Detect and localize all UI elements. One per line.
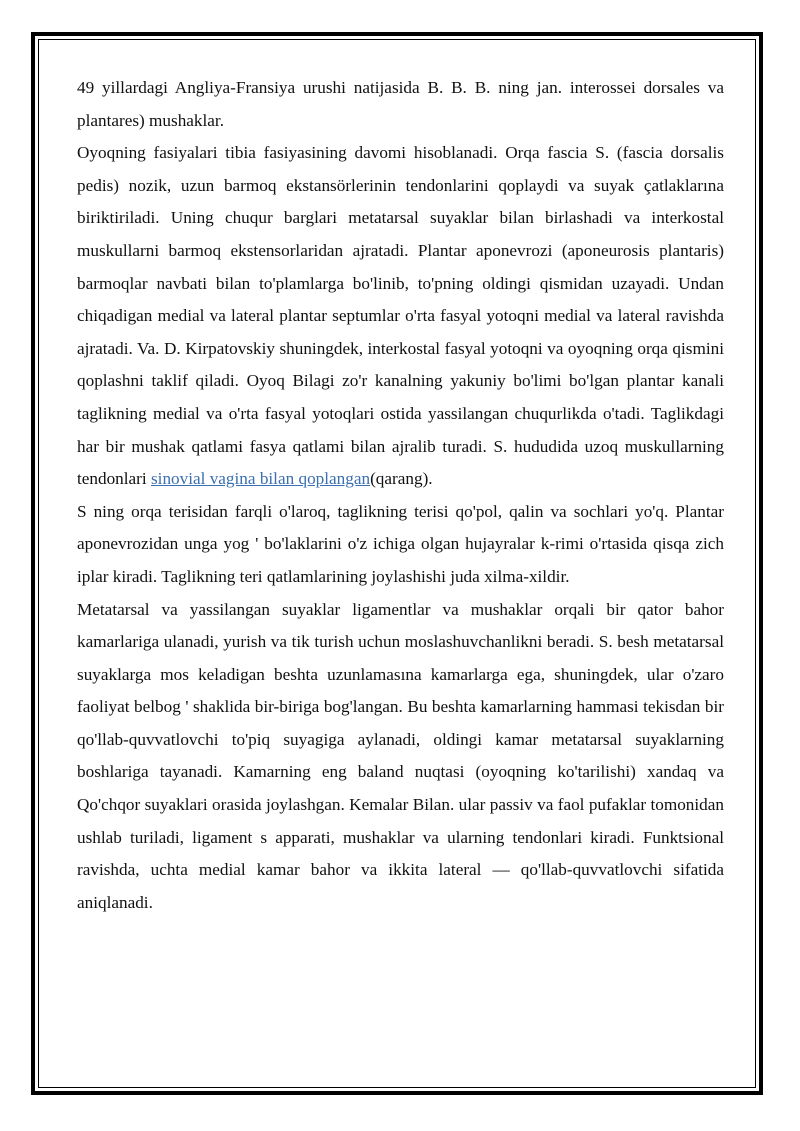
paragraph-2-text-after-link: (qarang).: [370, 469, 433, 489]
paragraph-4: Metatarsal va yassilangan suyaklar ligamentlar va mushaklar orqali bir qator bahor kamarlariga ulanadi, yurish va tik turish uchun moslashuvchanlikni beradi. S. besh metatarsal suyaklarga mos keladigan beshta uzunlamasına kamarlarga ega, shuningdek, ular o'zaro faoliyat belbog ' shaklida bir-biriga bog'langan. Bu beshta kamarlarning hammasi tekisdan bir qo'llab-quvvatlovchi to'piq suyagiga aylanadi, oldingi kamar metatarsal suyaklarning boshlariga tayanadi. Kamarning eng baland nuqtasi (oyoqning ko'tarilishi) xandaq va Qo'chqor suyaklari orasida joylashgan. Kemalar Bilan. ular passiv va faol pufaklar tomonidan ushlab turiladi, ligament s apparati, mushaklar va ularning tendonlari kiradi. Funktsional ravishda, uchta medial kamar bahor va ikkita lateral — qo'llab-quvvatlovchi sifatida aniqlanadi.: [77, 599, 724, 912]
paragraph-3: S ning orqa terisidan farqli o'laroq, taglikning terisi qo'pol, qalin va sochlari yo'q. Plantar aponevrozidan unga yog ' bo'laklarini o'z ichiga olgan hujayralar k-rimi o'rtasida qisqa zich iplar kiradi. Taglikning teri qatlamlarining joylashishi juda xilma-xildir.: [77, 501, 724, 586]
paragraph-2-text: Oyoqning fasiyalari tibia fasiyasining davomi hisoblanadi. Orqa fascia S. (fascia dorsalis pedis) nozik, uzun barmoq ekstansörlerinin tendonlarini qoplaydi va suyak çatlaklarına biriktiriladi. Uning chuqur barglari metatarsal suyaklar bilan birlashadi va interkostal muskullarni barmoq ekstensorlaridan ajratadi. Plantar aponevrozi (aponeurosis plantaris) barmoqlar navbati bilan to'plamlarga bo'linib, to'pning oldingi qismidan uzayadi. Undan chiqadigan medial va lateral plantar septumlar o'rta fasyal yotoqni medial va lateral ravishda ajratadi. Va. D. Kirpatovskiy shuningdek, interkostal fasyal yotoqni va oyoqning orqa qismini qoplashni taklif qiladi. Oyoq Bilagi zo'r kanalning yakuniy bo'limi bo'lgan plantar kanali taglikning medial va o'rta fasyal yotoqlari ostida yassilangan chuqurlikda o'tadi. Taglikdagi har bir mushak qatlami fasya qatlami bilan ajralib turadi. S. hududida uzoq muskullarning tendonlari: [77, 143, 724, 489]
paragraph-2: [77, 137, 724, 496]
paragraph-1: 49 yillardagi Angliya-Fransiya urushi natijasida B. B. B. ning jan. interossei dorsales va plantares) mushaklar.: [77, 78, 724, 130]
document-body: [77, 72, 724, 919]
synovial-vagina-link[interactable]: sinovial vagina bilan qoplangan: [150, 469, 371, 489]
